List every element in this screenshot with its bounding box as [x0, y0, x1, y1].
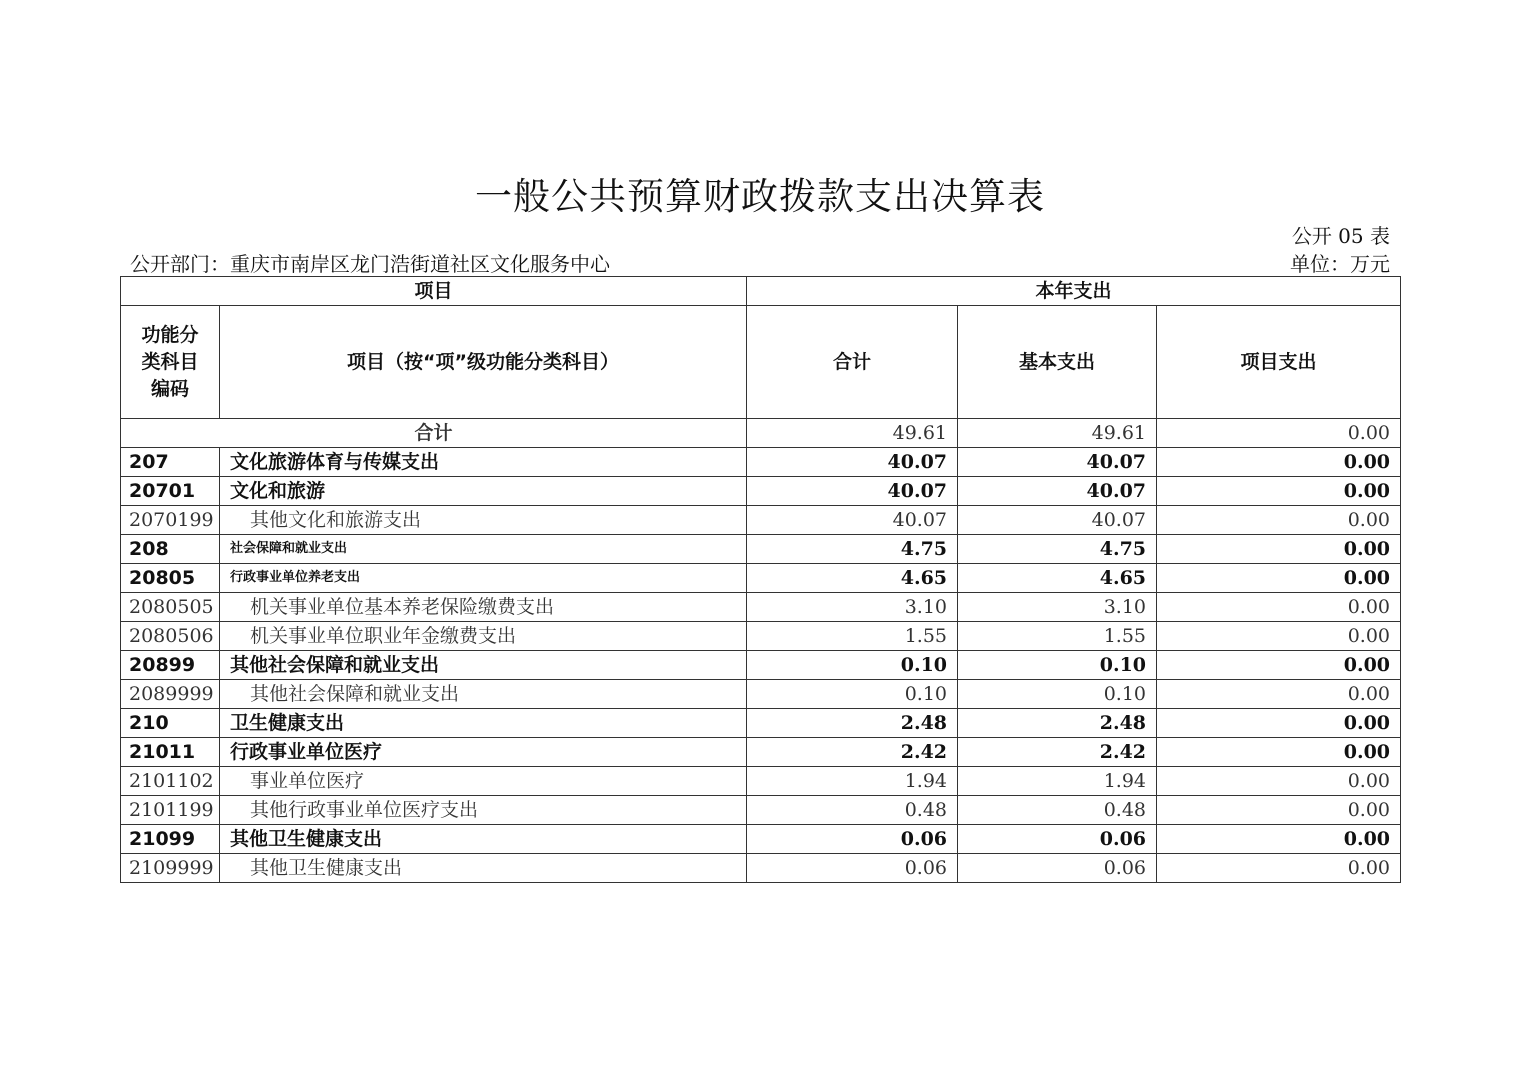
row-name: 文化和旅游 [220, 477, 747, 506]
table-row [121, 796, 1401, 825]
table-row [121, 622, 1401, 651]
row-name: 其他卫生健康支出 [220, 854, 747, 883]
row-project: 0.00 [1157, 825, 1401, 854]
table-row [121, 593, 1401, 622]
row-basic: 0.06 [958, 825, 1157, 854]
row-basic: 0.06 [958, 854, 1157, 883]
row-code: 20701 [121, 477, 220, 506]
row-name: 文化旅游体育与传媒支出 [220, 448, 747, 477]
row-project: 0.00 [1157, 767, 1401, 796]
row-basic: 0.48 [958, 796, 1157, 825]
row-basic: 0.10 [958, 651, 1157, 680]
table-row [121, 767, 1401, 796]
row-basic: 4.75 [958, 535, 1157, 564]
row-basic: 3.10 [958, 593, 1157, 622]
header-row-2 [121, 306, 1401, 419]
row-project: 0.00 [1157, 593, 1401, 622]
row-name: 其他文化和旅游支出 [220, 506, 747, 535]
row-project: 0.00 [1157, 680, 1401, 709]
row-code: 20805 [121, 564, 220, 593]
row-project: 0.00 [1157, 448, 1401, 477]
table-row [121, 448, 1401, 477]
form-code: 公开 05 表 [1291, 224, 1390, 248]
row-basic: 40.07 [958, 506, 1157, 535]
row-project: 0.00 [1157, 564, 1401, 593]
row-name: 事业单位医疗 [220, 767, 747, 796]
header-project-expenditure: 项目支出 [1157, 306, 1401, 419]
row-name: 行政事业单位养老支出 [220, 564, 747, 593]
row-project: 0.00 [1157, 854, 1401, 883]
row-code: 2080505 [121, 593, 220, 622]
row-code: 207 [121, 448, 220, 477]
row-project: 0.00 [1157, 535, 1401, 564]
row-name: 卫生健康支出 [220, 709, 747, 738]
row-basic: 2.42 [958, 738, 1157, 767]
table-row [121, 854, 1401, 883]
row-total: 3.10 [747, 593, 958, 622]
row-name: 其他行政事业单位医疗支出 [220, 796, 747, 825]
header-current-year: 本年支出 [747, 277, 1401, 306]
row-code: 208 [121, 535, 220, 564]
table-row [121, 680, 1401, 709]
row-project: 0.00 [1157, 622, 1401, 651]
row-total: 4.75 [747, 535, 958, 564]
department-label: 公开部门：重庆市南岸区龙门浩街道社区文化服务中心 [130, 252, 610, 276]
row-basic: 0.10 [958, 680, 1157, 709]
row-code: 2101102 [121, 767, 220, 796]
row-total: 0.48 [747, 796, 958, 825]
row-code: 2101199 [121, 796, 220, 825]
page-title: 一般公共预算财政拨款支出决算表 [475, 175, 1045, 218]
header-row-1 [121, 277, 1401, 306]
row-basic: 1.55 [958, 622, 1157, 651]
row-code: 20899 [121, 651, 220, 680]
row-total: 40.07 [747, 506, 958, 535]
row-project: 0.00 [1157, 709, 1401, 738]
row-code: 21099 [121, 825, 220, 854]
header-code: 功能分类科目编码 [121, 306, 220, 419]
row-basic: 40.07 [958, 477, 1157, 506]
row-total: 0.06 [747, 854, 958, 883]
row-total: 40.07 [747, 477, 958, 506]
row-total: 0.10 [747, 680, 958, 709]
row-basic: 40.07 [958, 448, 1157, 477]
table-row [121, 564, 1401, 593]
row-name: 机关事业单位职业年金缴费支出 [220, 622, 747, 651]
row-name: 其他社会保障和就业支出 [220, 680, 747, 709]
table-row [121, 477, 1401, 506]
total-label: 合计 [121, 419, 747, 448]
table-row [121, 709, 1401, 738]
row-project: 0.00 [1157, 651, 1401, 680]
budget-table [120, 276, 1401, 883]
row-code: 210 [121, 709, 220, 738]
row-total: 1.55 [747, 622, 958, 651]
row-project: 0.00 [1157, 506, 1401, 535]
unit-label: 单位：万元 [1290, 252, 1390, 276]
row-basic: 2.48 [958, 709, 1157, 738]
header-basic: 基本支出 [958, 306, 1157, 419]
row-code: 2089999 [121, 680, 220, 709]
row-project: 0.00 [1157, 796, 1401, 825]
row-code: 2109999 [121, 854, 220, 883]
table-row [121, 825, 1401, 854]
row-name: 其他卫生健康支出 [220, 825, 747, 854]
row-code: 2070199 [121, 506, 220, 535]
row-name: 机关事业单位基本养老保险缴费支出 [220, 593, 747, 622]
header-project: 项目 [121, 277, 747, 306]
row-project: 0.00 [1157, 738, 1401, 767]
row-total: 40.07 [747, 448, 958, 477]
row-basic: 1.94 [958, 767, 1157, 796]
row-name: 行政事业单位医疗 [220, 738, 747, 767]
table-row [121, 651, 1401, 680]
table-row [121, 738, 1401, 767]
row-total: 2.48 [747, 709, 958, 738]
total-project: 0.00 [1157, 419, 1401, 448]
row-total: 2.42 [747, 738, 958, 767]
header-total: 合计 [747, 306, 958, 419]
row-name: 社会保障和就业支出 [220, 535, 747, 564]
row-total: 0.10 [747, 651, 958, 680]
header-item: 项目（按“项”级功能分类科目） [220, 306, 747, 419]
table-row [121, 535, 1401, 564]
table-row [121, 506, 1401, 535]
row-basic: 4.65 [958, 564, 1157, 593]
row-project: 0.00 [1157, 477, 1401, 506]
row-code: 2080506 [121, 622, 220, 651]
total-row [121, 419, 1401, 448]
total-value: 49.61 [747, 419, 958, 448]
row-total: 0.06 [747, 825, 958, 854]
row-code: 21011 [121, 738, 220, 767]
row-total: 4.65 [747, 564, 958, 593]
total-basic: 49.61 [958, 419, 1157, 448]
row-total: 1.94 [747, 767, 958, 796]
row-name: 其他社会保障和就业支出 [220, 651, 747, 680]
